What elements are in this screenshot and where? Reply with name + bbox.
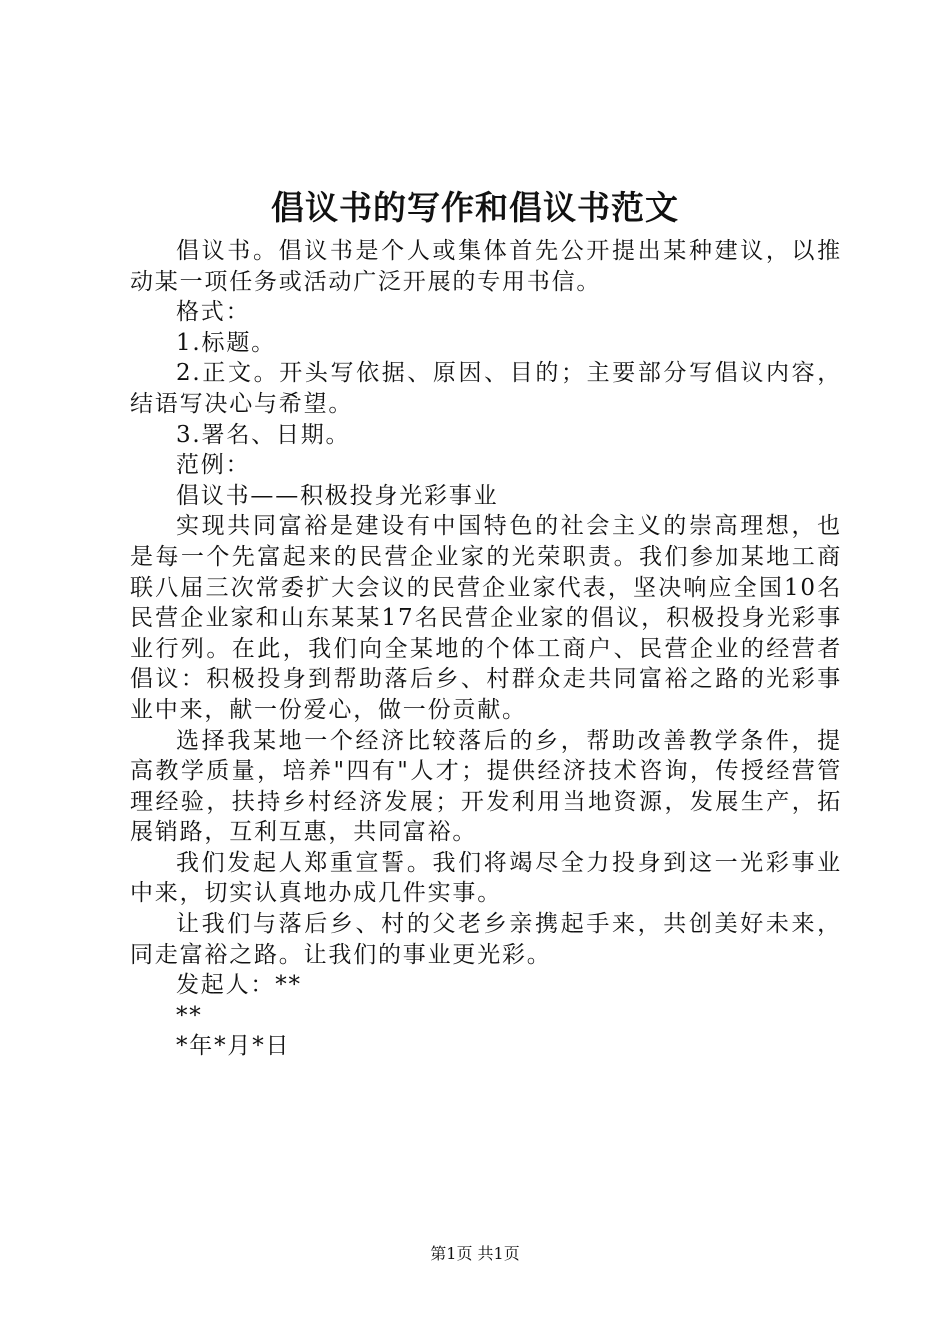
signature-date: *年*月*日 (176, 1033, 291, 1060)
page-number-footer: 第1页 共1页 (430, 1244, 520, 1263)
paragraph-format-heading: 格式： (176, 299, 251, 326)
paragraph-format-item-3: 3.署名、日期。 (176, 421, 351, 448)
paragraph-example-body-4: 让我们与落后乡、村的父老乡亲携起手来，共创美好未来，同走富裕之路。让我们的事业更光彩。 (130, 911, 842, 968)
document-body (130, 236, 842, 1062)
paragraph-intro: 倡议书。倡议书是个人或集体首先公开提出某种建议，以推动某一项任务或活动广泛开展的专用书信。 (130, 238, 842, 295)
signature-name: ** (176, 1002, 203, 1029)
paragraph-format-item-2: 2.正文。开头写依据、原因、目的；主要部分写倡议内容，结语写决心与希望。 (130, 360, 842, 417)
document-title: 倡议书的写作和倡议书范文 (271, 188, 679, 227)
paragraph-example-heading: 范例： (176, 452, 251, 479)
paragraph-example-body-3: 我们发起人郑重宣誓。我们将竭尽全力投身到这一光彩事业中来，切实认真地办成几件实事。 (130, 849, 842, 907)
paragraph-format-item-1: 1.标题。 (176, 329, 276, 356)
signature-initiator: 发起人：** (176, 972, 302, 999)
paragraph-example-title: 倡议书——积极投身光彩事业 (176, 482, 499, 509)
paragraph-example-body-2: 选择我某地一个经济比较落后的乡，帮助改善教学条件，提高教学质量，培养"四有"人才；提供经济技术咨询，传授经营管理经验，扶持乡村经济发展；开发利用当地资源，发展生产，拓展销路，互利互惠，共同富裕。 (130, 727, 842, 846)
paragraph-example-body-1: 实现共同富裕是建设有中国特色的社会主义的崇高理想，也是每一个先富起来的民营企业家的光荣职责。我们参加某地工商联八届三次常委扩大会议的民营企业家代表，坚决响应全国10名民营企业家和山东某某17名民营企业家的倡议，积极投身光彩事业行列。在此，我们向全某地的个体工商户、民营企业的经营者倡议：积极投身到帮助落后乡、村群众走共同富裕之路的光彩事业中来，献一份爱心，做一份贡献。 (130, 513, 842, 723)
